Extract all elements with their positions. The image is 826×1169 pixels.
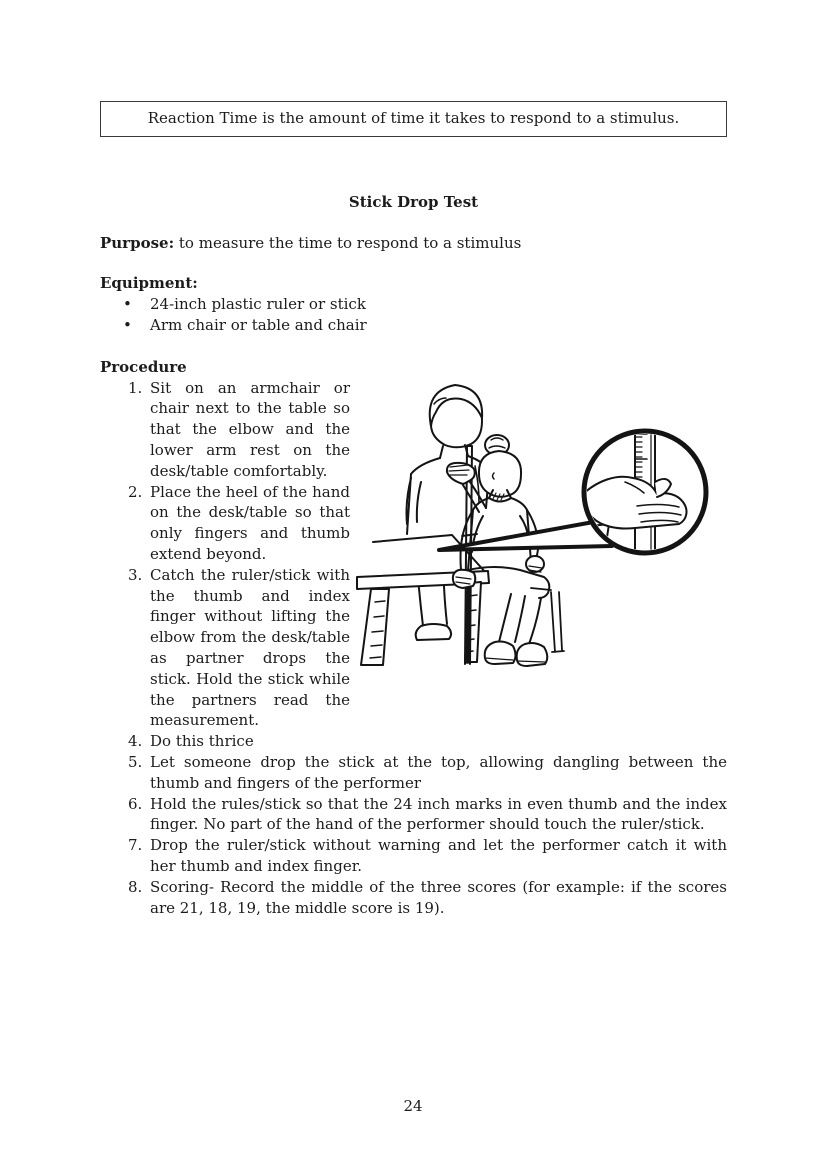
step-number: 4. [128,732,143,751]
equipment-section [100,273,727,335]
hand-closeup-drawing [580,476,686,528]
step-text: Catch the ruler/stick with the thumb and index finger without lifting the elbow from the desk/table as partner drops the stick. Hold the stick while the partners read the measurement. [150,565,350,730]
step-text: Drop the ruler/stick without warning and let the performer catch it with her thumb and index finger. [150,836,727,875]
step-text: Place the heel of the hand on the desk/table so that only fingers and thumb extend beyond. [150,482,350,563]
page-title: Stick Drop Test [348,192,479,211]
step-text: Hold the rules/stick so that the 24 inch marks in even thumb and the index finger. No part of the hand of the performer should touch the ruler/stick. [150,794,727,834]
step-text: Sit on an armchair or chair next to the table so that the elbow and the lower arm rest on the desk/table comfortably. [150,378,350,480]
step-number: 8. [128,877,143,896]
list-item [123,294,727,315]
purpose-line [100,233,727,254]
definition-text: Reaction Time is the amount of time it takes to respond to a stimulus. [147,109,680,127]
page-number: 24 [403,1097,423,1115]
step-text: Scoring- Record the middle of the three scores (for example: if the scores are 21, 18, 19, the middle score is 19). [150,877,727,917]
step-number: 2. [128,482,143,501]
step-text: Let someone drop the stick at the top, allowing dangling between the thumb and fingers of the performer [150,752,727,792]
step-text: Do this thrice [150,732,254,751]
procedure-section [100,357,727,919]
procedure-step [128,835,727,877]
bullet-icon: • [123,315,132,334]
step-number: 7. [128,836,143,855]
list-item [123,315,727,336]
procedure-step [128,877,727,919]
equipment-label: Equipment: [100,274,198,293]
procedure-step [128,752,727,794]
procedure-label: Procedure [100,357,187,376]
equipment-item-text: Arm chair or table and chair [150,315,367,334]
procedure-step [128,794,727,836]
stick-drop-illustration [355,374,727,686]
step-number: 1. [128,378,143,397]
definition-box [100,101,727,137]
page-content [100,101,727,918]
step-number: 3. [128,565,143,584]
step-number: 5. [128,752,143,771]
bullet-icon: • [123,295,132,314]
equipment-item-text: 24-inch plastic ruler or stick [150,295,366,314]
procedure-step [128,731,727,752]
purpose-label: Purpose: [100,233,175,252]
step-number: 6. [128,794,143,813]
procedure-steps [100,378,727,919]
purpose-text: to measure the time to respond to a stimulus [178,233,522,252]
